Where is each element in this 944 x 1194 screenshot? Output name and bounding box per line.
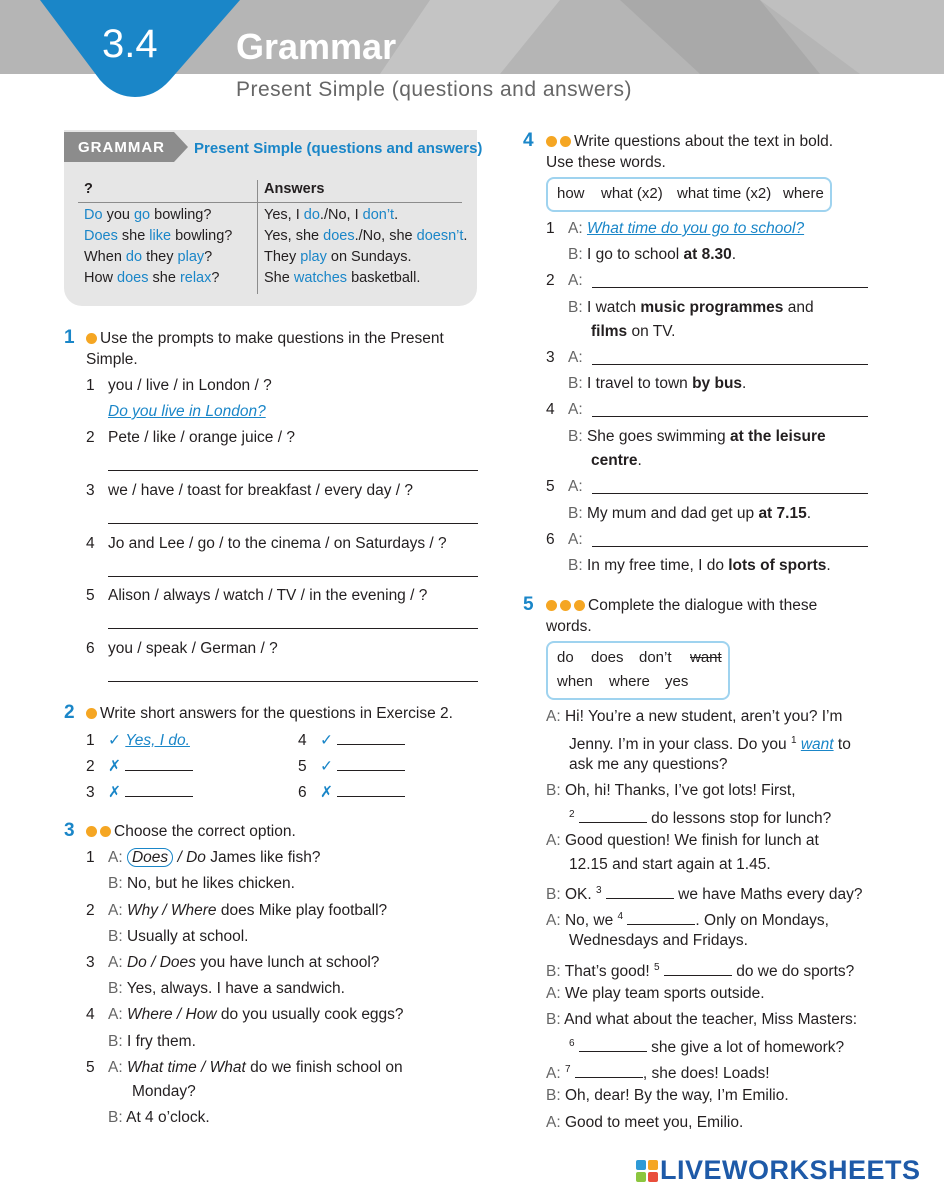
list-item: B: Yes, always. I have a sandwich. bbox=[108, 980, 345, 997]
dialogue-line: B: That’s good! $^5$ do we do sports? bbox=[546, 962, 855, 981]
exercise-number: 1 bbox=[64, 327, 75, 348]
dialogue-line: B: And what about the teacher, Miss Masters: bbox=[546, 1011, 858, 1028]
page-title: Grammar bbox=[236, 26, 397, 67]
list-item: B: I fry them. bbox=[108, 1033, 196, 1050]
answer-line[interactable] bbox=[125, 796, 193, 797]
list-item: 2 Pete / like / orange juice / ? bbox=[86, 429, 295, 446]
cross-icon: ✗ bbox=[108, 758, 121, 775]
list-item: B: My mum and dad get up at 7.15. bbox=[568, 505, 812, 522]
tick-icon: ✓ bbox=[320, 732, 333, 749]
list-item: 3 A: bbox=[546, 349, 583, 366]
answer-line[interactable] bbox=[579, 1051, 647, 1052]
list-item: B: She goes swimming at the leisure bbox=[568, 428, 826, 445]
word-box bbox=[546, 641, 730, 700]
list-item: 1 A: What time do you go to school? bbox=[546, 220, 805, 237]
list-item: 3 we / have / toast for breakfast / every day / ? bbox=[86, 482, 413, 499]
dialogue-line: A: We play team sports outside. bbox=[546, 985, 765, 1002]
answer-line[interactable] bbox=[125, 770, 193, 771]
list-item: 4 A: Where / How do you usually cook eggs? bbox=[86, 1006, 404, 1023]
list-item: 4 A: bbox=[546, 401, 583, 418]
selected-option[interactable]: Does bbox=[127, 848, 173, 867]
dialogue-line: Jenny. I’m in your class. Do you $^1$ want to bbox=[569, 735, 851, 754]
answer-line[interactable] bbox=[592, 287, 868, 288]
answer-line[interactable] bbox=[579, 822, 647, 823]
cross-icon: ✗ bbox=[108, 784, 121, 801]
word-chip: do bbox=[557, 649, 574, 666]
cross-icon: ✗ bbox=[320, 784, 333, 801]
option[interactable]: Do / Does bbox=[126, 954, 196, 971]
list-item: 3 A: Do / Does you have lunch at school? bbox=[86, 954, 380, 971]
answer-line[interactable] bbox=[592, 364, 868, 365]
difficulty-dot-icon bbox=[546, 600, 557, 611]
list-item: 6 you / speak / German / ? bbox=[86, 640, 278, 657]
exercise-instruction: Simple. bbox=[86, 351, 138, 368]
exercise-instruction: Use the prompts to make questions in the Present bbox=[86, 327, 444, 351]
word-chip: when bbox=[557, 673, 593, 690]
exercise-instruction: Choose the correct option. bbox=[86, 820, 296, 844]
difficulty-dot-icon bbox=[86, 708, 97, 719]
list-item: films on TV. bbox=[591, 323, 676, 340]
word-box bbox=[546, 177, 832, 212]
list-item: B: No, but he likes chicken. bbox=[108, 875, 295, 892]
word-chip: where bbox=[783, 185, 824, 202]
difficulty-dot-icon bbox=[546, 136, 557, 147]
dialogue-line: B: Oh, hi! Thanks, I’ve got lots! First, bbox=[546, 782, 796, 799]
grammar-row-q: How does she relax? bbox=[84, 270, 220, 286]
exercise-number: 3 bbox=[64, 820, 75, 841]
answer-line[interactable] bbox=[108, 628, 478, 629]
grammar-row-q: When do they play? bbox=[84, 249, 213, 265]
list-item: 6 A: bbox=[546, 531, 583, 548]
list-item: B: Usually at school. bbox=[108, 928, 249, 945]
word-chip: what time (x2) bbox=[677, 185, 772, 202]
word-chip: where bbox=[609, 673, 650, 690]
answer-line[interactable] bbox=[627, 924, 695, 925]
footer-logo: LIVEWORKSHEETS bbox=[660, 1155, 921, 1185]
grammar-row-a: Yes, I do./No, I don’t. bbox=[264, 207, 399, 223]
grammar-divider bbox=[78, 202, 462, 203]
exercise-instruction: Write questions about the text in bold. bbox=[546, 130, 833, 154]
exercise-instruction: Complete the dialogue with these bbox=[546, 594, 817, 618]
answer-line[interactable] bbox=[108, 576, 478, 577]
dialogue-line: Wednesdays and Fridays. bbox=[569, 932, 748, 949]
answer-line[interactable] bbox=[664, 975, 732, 976]
liveworksheets-logo-icon bbox=[636, 1160, 658, 1182]
list-item: 5 ✓ bbox=[298, 755, 405, 779]
grammar-col-question: ? bbox=[84, 181, 93, 197]
list-item: 5 A: bbox=[546, 478, 583, 495]
answer-line[interactable] bbox=[575, 1077, 643, 1078]
list-item: 2 ✗ bbox=[86, 755, 193, 779]
dialogue-line: A: Good question! We finish for lunch at bbox=[546, 832, 819, 849]
list-item: B: I watch music programmes and bbox=[568, 299, 814, 316]
dialogue-line: A: $^7$ , she does! Loads! bbox=[546, 1064, 770, 1083]
dialogue-line: ask me any questions? bbox=[569, 756, 728, 773]
list-item: 1 ✓ Yes, I do. bbox=[86, 732, 190, 749]
word-chip: don’t bbox=[639, 649, 672, 666]
answer-example: Do you live in London? bbox=[108, 403, 266, 420]
grammar-box-title: Present Simple (questions and answers) bbox=[194, 140, 483, 157]
grammar-col-answers: Answers bbox=[264, 181, 325, 197]
list-item: 1 you / live / in London / ? bbox=[86, 377, 272, 394]
difficulty-dot-icon bbox=[560, 136, 571, 147]
word-chip: does bbox=[591, 649, 624, 666]
option[interactable]: Why / Where bbox=[126, 902, 217, 919]
unit-number: 3.4 bbox=[102, 22, 158, 66]
grammar-row-q: Do you go bowling? bbox=[84, 207, 212, 223]
dialogue-line: 12.15 and start again at 1.45. bbox=[569, 856, 771, 873]
tick-icon: ✓ bbox=[108, 732, 121, 749]
grammar-row-a: Yes, she does./No, she doesn’t. bbox=[264, 228, 468, 244]
answer-line[interactable] bbox=[337, 744, 405, 745]
grammar-row-q: Does she like bowling? bbox=[84, 228, 233, 244]
option[interactable]: Do bbox=[186, 849, 206, 866]
answer-line[interactable] bbox=[592, 546, 868, 547]
dialogue-line: $^2$ do lessons stop for lunch? bbox=[569, 809, 832, 828]
word-chip: yes bbox=[665, 673, 689, 690]
exercise-number: 2 bbox=[64, 702, 75, 723]
difficulty-dot-icon bbox=[86, 333, 97, 344]
list-item: 4 Jo and Lee / go / to the cinema / on Saturdays / ? bbox=[86, 535, 447, 552]
dialogue-line: A: No, we $^4$ . Only on Mondays, bbox=[546, 911, 829, 930]
list-item: 6 ✗ bbox=[298, 781, 405, 805]
grammar-tag: GRAMMAR bbox=[78, 139, 165, 156]
list-item: 4 ✓ bbox=[298, 729, 405, 753]
list-item: 5 A: What time / What do we finish school on bbox=[86, 1059, 403, 1076]
list-item: 1 A: Does / Do James like fish? bbox=[86, 849, 321, 866]
difficulty-dot-icon bbox=[100, 826, 111, 837]
answer-line[interactable] bbox=[606, 898, 674, 899]
exercise-number: 5 bbox=[523, 594, 534, 615]
difficulty-dot-icon bbox=[86, 826, 97, 837]
list-item: B: I go to school at 8.30. bbox=[568, 246, 737, 263]
difficulty-dot-icon bbox=[560, 600, 571, 611]
dialogue-line: B: Oh, dear! By the way, I’m Emilio. bbox=[546, 1087, 789, 1104]
list-item: Monday? bbox=[132, 1083, 196, 1100]
tick-icon: ✓ bbox=[320, 758, 333, 775]
list-item: B: In my free time, I do lots of sports. bbox=[568, 557, 831, 574]
exercise-instruction: Write short answers for the questions in Exercise 2. bbox=[86, 702, 453, 726]
grammar-col-divider bbox=[257, 180, 258, 294]
answer-line[interactable] bbox=[592, 493, 868, 494]
exercise-instruction: Use these words. bbox=[546, 154, 666, 171]
exercise-instruction: words. bbox=[546, 618, 592, 635]
answer-line[interactable] bbox=[337, 770, 405, 771]
word-chip: how bbox=[557, 185, 585, 202]
option[interactable]: Where / How bbox=[126, 1006, 217, 1023]
dialogue-line: $^6$ she give a lot of homework? bbox=[569, 1038, 845, 1057]
dialogue-line: A: Hi! You’re a new student, aren’t you? I’m bbox=[546, 708, 843, 725]
list-item: 2 A: bbox=[546, 272, 583, 289]
list-item: centre. bbox=[591, 452, 642, 469]
word-chip: what (x2) bbox=[601, 185, 663, 202]
list-item: 3 ✗ bbox=[86, 781, 193, 805]
answer-line[interactable] bbox=[108, 681, 478, 682]
answer-line[interactable] bbox=[337, 796, 405, 797]
page-subtitle: Present Simple (questions and answers) bbox=[236, 78, 633, 101]
option[interactable]: What time / What bbox=[126, 1059, 246, 1076]
list-item: 2 A: Why / Where does Mike play football? bbox=[86, 902, 388, 919]
difficulty-dot-icon bbox=[574, 600, 585, 611]
grammar-row-a: She watches basketball. bbox=[264, 270, 421, 286]
answer-line[interactable] bbox=[108, 523, 478, 524]
dialogue-line: B: OK. $^3$ we have Maths every day? bbox=[546, 885, 863, 904]
dialogue-line: A: Good to meet you, Emilio. bbox=[546, 1114, 744, 1131]
word-chip-used: want bbox=[690, 649, 722, 666]
list-item: B: At 4 o’clock. bbox=[108, 1109, 210, 1126]
answer-line[interactable] bbox=[108, 470, 478, 471]
list-item: B: I travel to town by bus. bbox=[568, 375, 747, 392]
exercise-number: 4 bbox=[523, 130, 534, 151]
list-item: 5 Alison / always / watch / TV / in the evening / ? bbox=[86, 587, 428, 604]
answer-line[interactable] bbox=[592, 416, 868, 417]
grammar-row-a: They play on Sundays. bbox=[264, 249, 412, 265]
